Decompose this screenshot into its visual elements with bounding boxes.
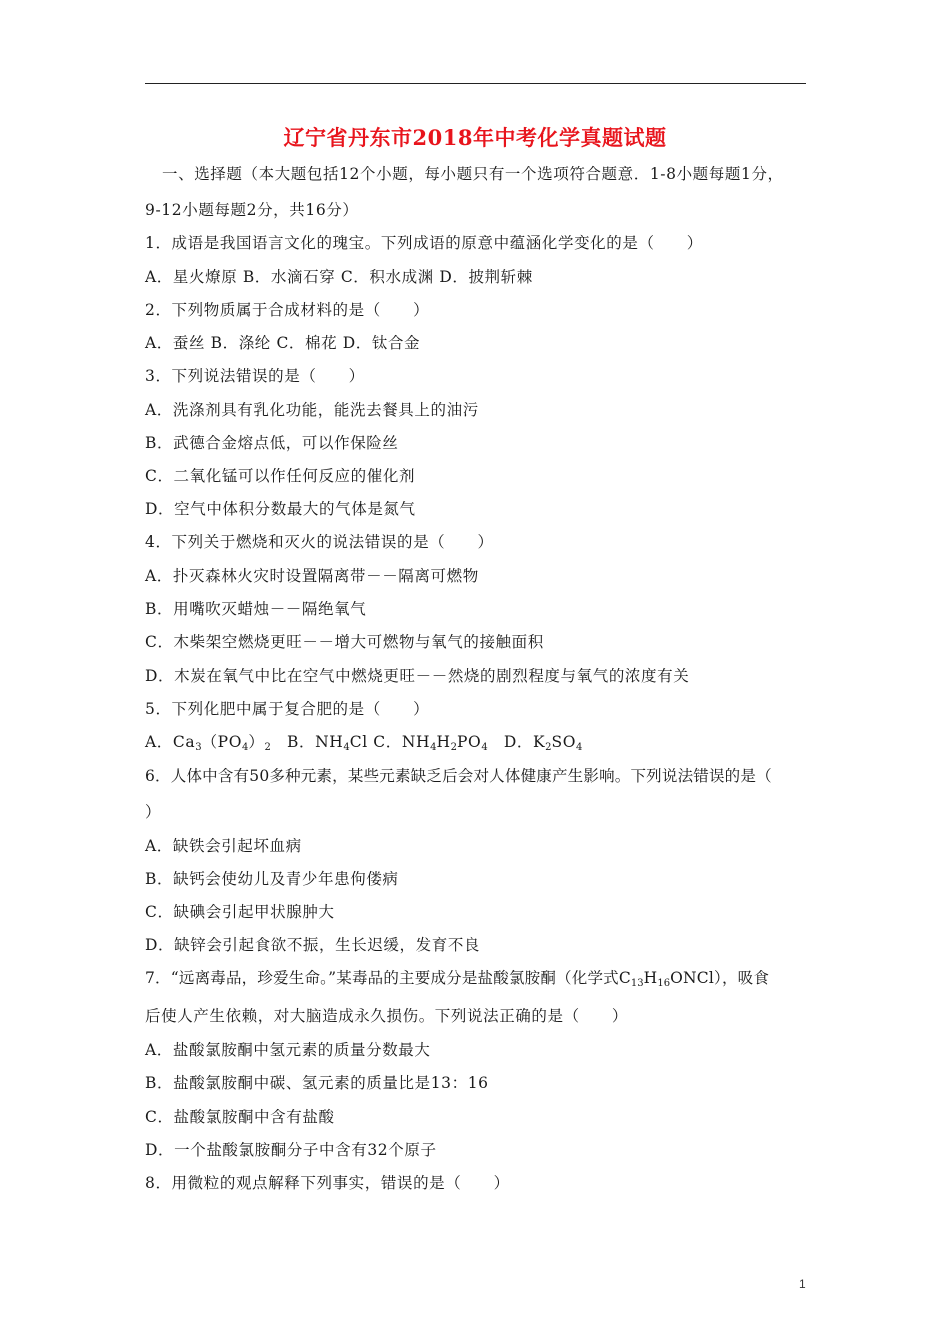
section-heading-line-1: 一、选择题（本大题包括12个小题，每小题只有一个选项符合题意．1-8小题每题1分，	[162, 165, 784, 183]
question-6-stem-line-1: 6．人体中含有50多种元素，某些元素缺乏后会对人体健康产生影响。下列说法错误的是（	[145, 767, 772, 785]
question-6-option-a: A．缺铁会引起坏血病	[145, 837, 302, 855]
question-4-option-a: A．扑灭森林火灾时设置隔离带－－隔离可燃物	[145, 567, 479, 585]
question-3-stem: 3．下列说法错误的是（ ）	[145, 367, 365, 385]
document-title: 辽宁省丹东市2018年中考化学真题试题	[283, 125, 667, 150]
question-3-option-b: B．武德合金熔点低，可以作保险丝	[145, 434, 399, 452]
question-5-stem: 5．下列化肥中属于复合肥的是（ ）	[145, 700, 430, 718]
page-number: 1	[799, 1277, 806, 1291]
question-4-option-c: C．木柴架空燃烧更旺－－增大可燃物与氧气的接触面积	[145, 633, 544, 651]
question-7-option-c: C．盐酸氯胺酮中含有盐酸	[145, 1108, 335, 1126]
question-3-option-d: D．空气中体积分数最大的气体是氮气	[145, 500, 416, 518]
question-5-options: A．$Ca_3(PO_4)_2$ B．$NH_4Cl$ C．$NH_4H_2PO_4$ D．$K_2SO_4$	[145, 733, 583, 753]
question-8-stem: 8．用微粒的观点解释下列事实，错误的是（ ）	[145, 1174, 510, 1192]
section-heading-line-2: 9-12小题每题2分，共16分）	[145, 201, 359, 219]
question-7-stem-line-2: 后使人产生依赖，对大脑造成永久损伤。下列说法正确的是（ ）	[145, 1007, 629, 1025]
question-7-option-a: A．盐酸氯胺酮中氢元素的质量分数最大	[145, 1041, 431, 1059]
question-6-option-c: C．缺碘会引起甲状腺肿大	[145, 903, 335, 921]
question-6-stem-line-2: ）	[145, 803, 162, 821]
question-3-option-a: A．洗涤剂具有乳化功能，能洗去餐具上的油污	[145, 401, 479, 419]
question-7-stem-line-1: 7．“远离毒品，珍爱生命。”某毒品的主要成分是盐酸氯胺酮（化学式$C_{13}H_{16}ONCl$），吸食	[145, 969, 770, 989]
question-1-options: A．星火燎原 B．水滴石穿 C．积水成渊 D．披荆斩棘	[145, 268, 533, 286]
question-7-option-d: D．一个盐酸氯胺酮分子中含有32个原子	[145, 1141, 437, 1159]
question-6-option-b: B．缺钙会使幼儿及青少年患佝偻病	[145, 870, 399, 888]
question-4-option-d: D．木炭在氧气中比在空气中燃烧更旺－－然烧的剧烈程度与氧气的浓度有关	[145, 667, 690, 685]
question-2-options: A．蚕丝 B．涤纶 C．棉花 D．钛合金	[145, 334, 421, 352]
question-1-stem: 1．成语是我国语言文化的瑰宝。下列成语的原意中蕴涵化学变化的是（ ）	[145, 234, 703, 252]
question-4-stem: 4．下列关于燃烧和灭火的说法错误的是（ ）	[145, 533, 494, 551]
header-rule	[145, 83, 806, 84]
question-6-option-d: D．缺锌会引起食欲不振，生长迟缓，发育不良	[145, 936, 481, 954]
question-3-option-c: C．二氧化锰可以作任何反应的催化剂	[145, 467, 416, 485]
question-2-stem: 2．下列物质属于合成材料的是（ ）	[145, 301, 430, 319]
question-7-option-b: B．盐酸氯胺酮中碳、氢元素的质量比是13：16	[145, 1074, 489, 1092]
question-4-option-b: B．用嘴吹灭蜡烛－－隔绝氧气	[145, 600, 367, 618]
